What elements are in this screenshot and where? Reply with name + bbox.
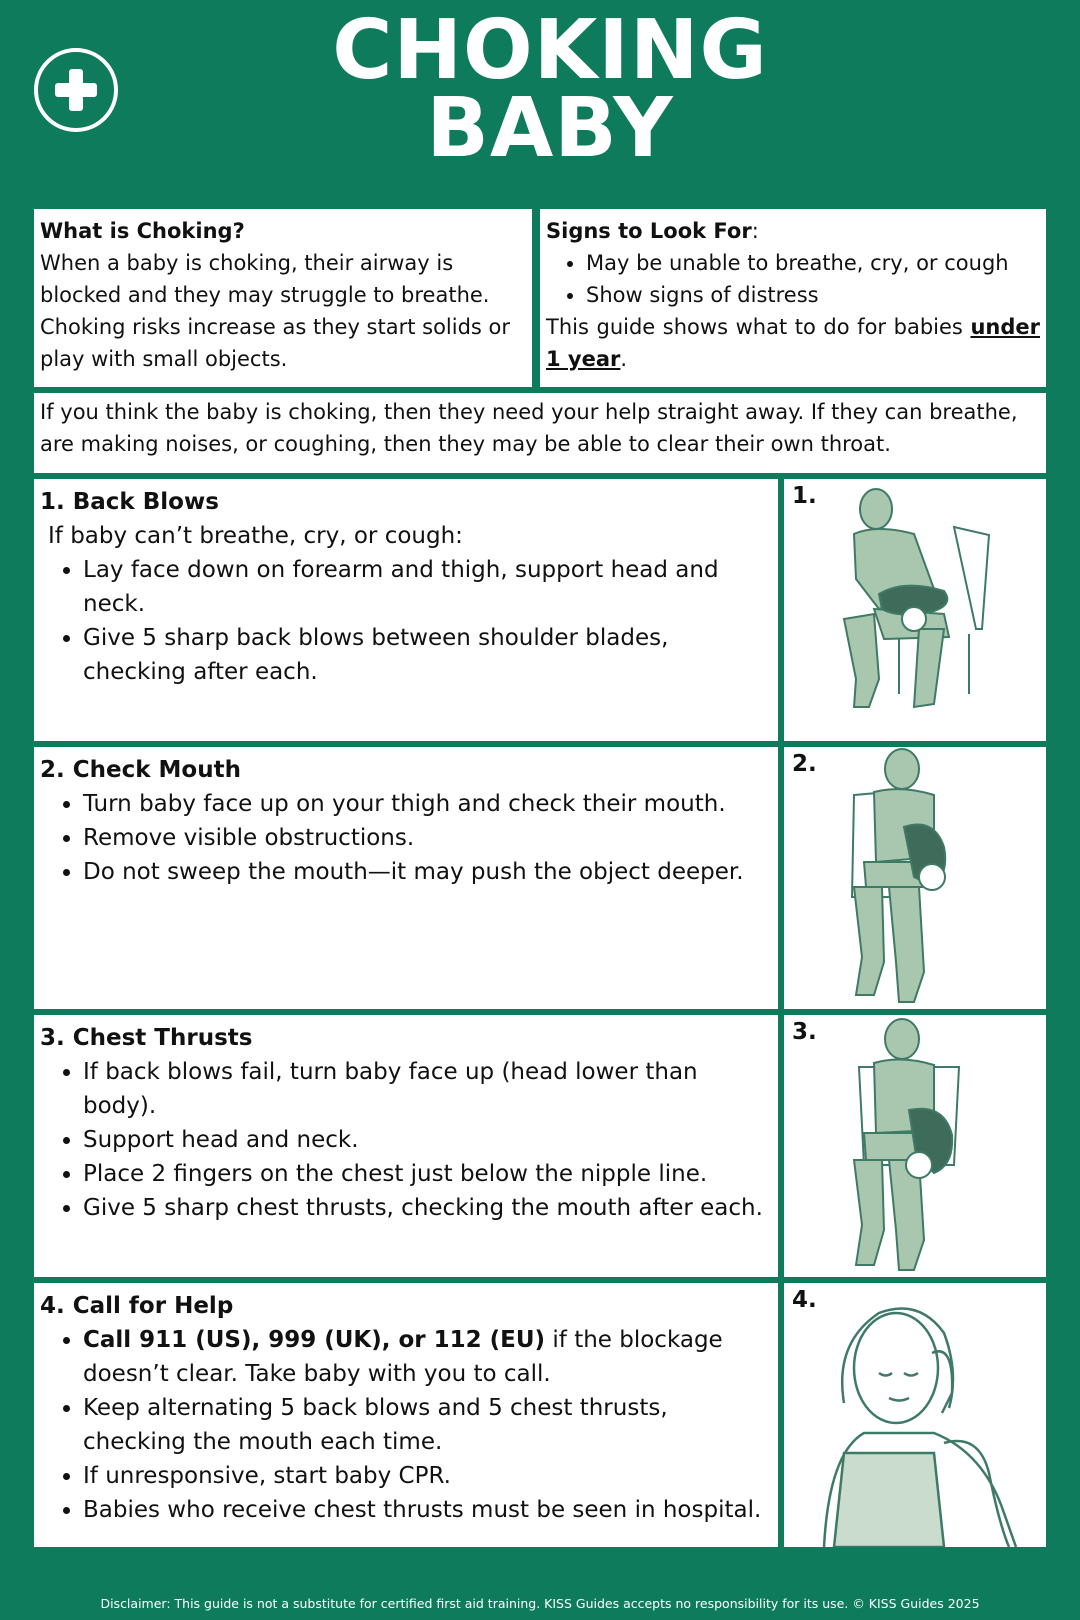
step-intro: If baby can’t breathe, cry, or cough:: [48, 523, 463, 549]
step-1-image: [784, 479, 1046, 741]
title-line-2: BABY: [426, 81, 674, 176]
step-3-image: [784, 1015, 1046, 1277]
step-4-image: [784, 1283, 1046, 1547]
intro-note-text: If you think the baby is choking, then they need your help straight away. If they can breathe, are making noises, or coughing, then they may be able to clear their own throat.: [40, 400, 1018, 456]
step-item: • If back blows fail, turn baby face up (head lower than body).: [83, 1055, 772, 1123]
step-item: • Give 5 sharp chest thrusts, checking the mouth after each.: [83, 1191, 772, 1225]
what-is-choking-panel: [34, 209, 532, 387]
step-3-panel: [34, 1015, 778, 1277]
step-item: • Babies who receive chest thrusts must be seen in hospital.: [83, 1493, 772, 1527]
woman-seated-check-mouth-illustration: [784, 747, 1046, 1009]
signs-item: • May be unable to breathe, cry, or cough: [586, 247, 1040, 279]
step-item: • Lay face down on forearm and thigh, support head and neck.: [83, 553, 772, 621]
woman-seated-chest-thrusts-illustration: [784, 1015, 1046, 1277]
intro-note: [34, 393, 1046, 473]
step-heading: 4. Call for Help: [40, 1293, 234, 1319]
step-item: • Give 5 sharp back blows between shoulder blades, checking after each.: [83, 621, 772, 689]
step-1-panel: [34, 479, 778, 741]
step-item: • Support head and neck.: [83, 1123, 772, 1157]
step-item: • Turn baby face up on your thigh and check their mouth.: [83, 787, 772, 821]
disclaimer: Disclaimer: This guide is not a substitute for certified first aid training. KISS Guides accepts no responsibility for its use. © KISS Guides 2025: [100, 1596, 980, 1611]
step-item: • If unresponsive, start baby CPR.: [83, 1459, 772, 1493]
step-item: • Remove visible obstructions.: [83, 821, 772, 855]
woman-on-phone-illustration: [784, 1283, 1046, 1547]
step-item: • Keep alternating 5 back blows and 5 chest thrusts, checking the mouth each time.: [83, 1391, 772, 1459]
step-2-panel: [34, 747, 778, 1009]
guide-end: .: [620, 347, 628, 371]
woman-seated-back-blows-illustration: [784, 479, 1046, 741]
step-item: • Do not sweep the mouth—it may push the object deeper.: [83, 855, 772, 889]
signs-panel: [540, 209, 1046, 387]
what-text: When a baby is choking, their airway is blocked and they may struggle to breathe. Choking risks increase as they start solids or play with small objects.: [40, 251, 511, 371]
first-aid-plus-icon: [34, 48, 118, 132]
step-4-panel: [34, 1283, 778, 1547]
step-item: • Place 2 fingers on the chest just below the nipple line.: [83, 1157, 772, 1191]
title-line-1: CHOKING: [332, 3, 768, 98]
step-item: [83, 1323, 772, 1391]
header: [0, 0, 1080, 200]
call-numbers: Call 911 (US), 999 (UK), or 112 (EU): [83, 1327, 546, 1353]
step-2-image: [784, 747, 1046, 1009]
what-heading: What is Choking?: [40, 219, 245, 243]
step-heading: 2. Check Mouth: [40, 757, 241, 783]
signs-guide-note: [546, 311, 1040, 375]
step-image-number: 3.: [792, 1019, 817, 1045]
step-image-number: 2.: [792, 751, 817, 777]
signs-heading: Signs to Look For: [546, 219, 752, 243]
signs-heading-colon: :: [751, 219, 759, 243]
step-image-number: 1.: [792, 483, 817, 509]
guide-text: This guide shows what to do for babies: [546, 315, 963, 339]
signs-item: • Show signs of distress: [586, 279, 1040, 311]
page-title: [200, 3, 900, 176]
call-rest: if the blockage doesn’t clear. Take baby with you to call.: [83, 1327, 723, 1387]
step-image-number: 4.: [792, 1287, 817, 1313]
guide-emphasis: under 1 year: [546, 315, 1040, 371]
step-heading: 3. Chest Thrusts: [40, 1025, 253, 1051]
step-heading: 1. Back Blows: [40, 489, 219, 515]
